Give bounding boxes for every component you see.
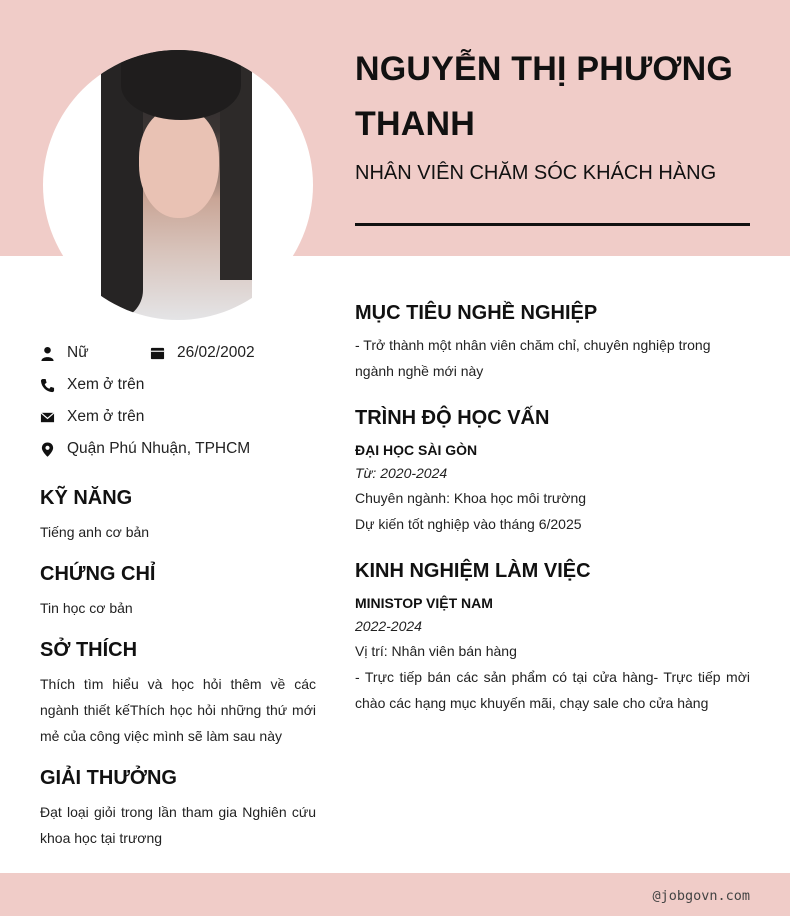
experience-heading: KINH NGHIỆM LÀM VIỆC — [355, 560, 591, 582]
address-value: Quận Phú Nhuận, TPHCM — [67, 440, 251, 457]
portrait-image — [101, 50, 252, 320]
person-icon — [40, 346, 55, 361]
address-row — [40, 440, 250, 458]
experience-period: 2022-2024 — [355, 618, 422, 634]
calendar-icon — [150, 346, 165, 361]
birthdate-value: 26/02/2002 — [177, 344, 255, 361]
skills-heading: KỸ NĂNG — [40, 487, 133, 509]
experience-description: - Trực tiếp bán các sản phẩm có tại cửa hàng- Trực tiếp mời chào các hạng mục khuyến mãi, chạy sale cho cửa hàng — [355, 669, 750, 711]
phone-value: Xem ở trên — [67, 376, 145, 393]
certificates-text: Tin học cơ bản — [40, 600, 133, 616]
job-title: NHÂN VIÊN CHĂM SÓC KHÁCH HÀNG — [355, 162, 717, 184]
birthdate-row — [150, 344, 255, 362]
email-value: Xem ở trên — [67, 408, 145, 425]
gender-row — [40, 344, 89, 362]
phone-icon — [40, 378, 55, 393]
mail-icon — [40, 410, 55, 425]
footer-brand: @jobgovn.com — [652, 888, 750, 904]
certificates-heading: CHỨNG CHỈ — [40, 563, 156, 585]
education-heading: TRÌNH ĐỘ HỌC VẤN — [355, 407, 550, 429]
awards-text: Đạt loại giỏi trong lần tham gia Nghiên cứu khoa học tại trương — [40, 804, 316, 846]
hobbies-text: Thích tìm hiểu và học hỏi thêm về các ngành thiết kếThích học hỏi những thứ mới mẻ của công việc mình sẽ làm sau này — [40, 676, 316, 744]
school-name: ĐẠI HỌC SÀI GÒN — [355, 442, 478, 458]
objective-text: - Trở thành một nhân viên chăm chỉ, chuyên nghiệp trong ngành nghề mới này — [355, 337, 711, 379]
email-row — [40, 408, 144, 426]
objective-heading: MỤC TIÊU NGHỀ NGHIỆP — [355, 302, 598, 324]
education-period: Từ: 2020-2024 — [355, 465, 448, 481]
education-graduation: Dự kiến tốt nghiệp vào tháng 6/2025 — [355, 516, 582, 532]
experience-position: Vị trí: Nhân viên bán hàng — [355, 643, 517, 659]
candidate-name: NGUYỄN THỊ PHƯƠNG THANH — [355, 50, 733, 143]
education-major: Chuyên ngành: Khoa học môi trường — [355, 490, 587, 506]
gender-value: Nữ — [67, 344, 89, 361]
title-divider — [355, 223, 750, 226]
profile-photo — [43, 50, 313, 320]
location-icon — [40, 442, 55, 457]
skills-text: Tiếng anh cơ bản — [40, 524, 150, 540]
company-name: MINISTOP VIỆT NAM — [355, 595, 493, 611]
phone-row — [40, 376, 144, 394]
hobbies-heading: SỞ THÍCH — [40, 639, 138, 661]
awards-heading: GIẢI THƯỞNG — [40, 767, 177, 789]
